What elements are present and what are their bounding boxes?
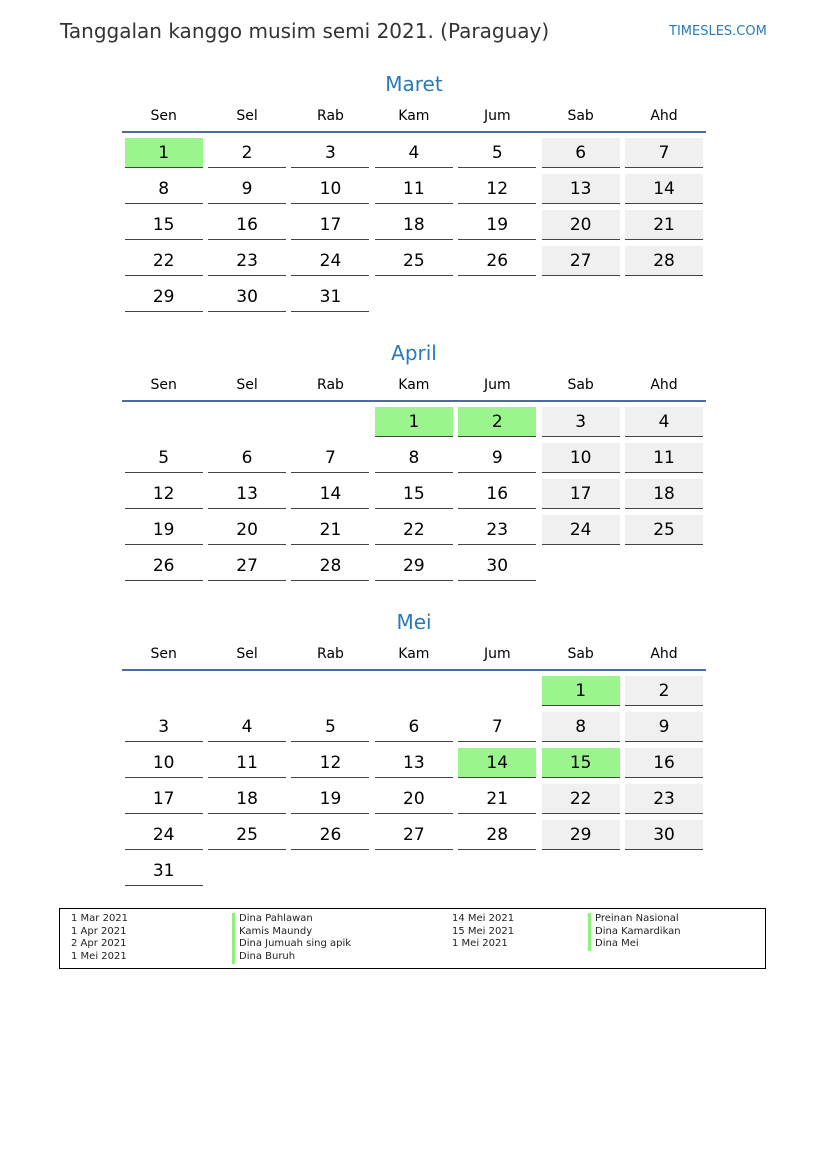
day-cell: 9 xyxy=(625,712,703,742)
day-cell: 3 xyxy=(542,407,620,437)
legend-right-names xyxy=(588,913,681,951)
holiday-legend xyxy=(59,908,766,969)
legend-right-dates xyxy=(452,913,514,951)
legend-holiday-name: Dina Buruh xyxy=(232,951,351,964)
empty-day-cell xyxy=(625,856,703,886)
day-cell: 25 xyxy=(375,246,453,276)
day-cell: 29 xyxy=(125,282,203,312)
empty-day-cell xyxy=(208,407,286,437)
month-title: April xyxy=(391,341,437,365)
day-cell: 2 xyxy=(208,138,286,168)
day-cell: 21 xyxy=(291,515,369,545)
month-maret xyxy=(122,70,706,318)
day-cell: 29 xyxy=(542,820,620,850)
week-row xyxy=(122,676,706,712)
day-cell: 12 xyxy=(291,748,369,778)
day-cell: 11 xyxy=(625,443,703,473)
empty-day-cell xyxy=(458,282,536,312)
month-april xyxy=(122,339,706,587)
weekday-label: Sen xyxy=(150,646,177,662)
day-cell: 24 xyxy=(291,246,369,276)
week-row xyxy=(122,210,706,246)
day-cell: 13 xyxy=(208,479,286,509)
day-cell: 10 xyxy=(291,174,369,204)
day-cell: 5 xyxy=(458,138,536,168)
day-cell: 22 xyxy=(375,515,453,545)
weekday-label: Sel xyxy=(236,646,258,662)
empty-day-cell xyxy=(375,282,453,312)
day-cell: 3 xyxy=(291,138,369,168)
weekday-label: Rab xyxy=(317,108,344,124)
legend-left-names xyxy=(232,913,351,964)
day-cell: 17 xyxy=(291,210,369,240)
day-cell: 30 xyxy=(208,282,286,312)
legend-holiday-name: Dina Mei xyxy=(588,938,681,951)
day-cell: 18 xyxy=(375,210,453,240)
empty-day-cell xyxy=(125,676,203,706)
day-cell: 24 xyxy=(125,820,203,850)
empty-day-cell xyxy=(375,676,453,706)
legend-holiday-name: Dina Jumuah sing apik xyxy=(232,938,351,951)
day-cell: 8 xyxy=(375,443,453,473)
header-divider xyxy=(122,669,706,671)
day-cell: 27 xyxy=(208,551,286,581)
day-cell: 22 xyxy=(542,784,620,814)
day-cell: 14 xyxy=(625,174,703,204)
day-cell: 7 xyxy=(291,443,369,473)
day-cell: 5 xyxy=(291,712,369,742)
day-cell: 4 xyxy=(208,712,286,742)
day-cell: 28 xyxy=(291,551,369,581)
day-cell: 20 xyxy=(375,784,453,814)
legend-date: 1 Mei 2021 xyxy=(452,938,508,950)
day-cell: 20 xyxy=(542,210,620,240)
week-row xyxy=(122,174,706,210)
day-cell: 30 xyxy=(458,551,536,581)
empty-day-cell xyxy=(625,551,703,581)
day-cell: 8 xyxy=(542,712,620,742)
day-cell: 2 xyxy=(458,407,536,437)
day-cell: 18 xyxy=(208,784,286,814)
day-cell: 15 xyxy=(542,748,620,778)
weekday-label: Sen xyxy=(150,377,177,393)
legend-left-dates xyxy=(71,913,128,964)
day-cell: 12 xyxy=(125,479,203,509)
day-cell: 31 xyxy=(291,282,369,312)
week-row xyxy=(122,407,706,443)
day-cell: 15 xyxy=(375,479,453,509)
day-cell: 1 xyxy=(125,138,203,168)
empty-day-cell xyxy=(542,551,620,581)
day-cell: 13 xyxy=(542,174,620,204)
day-cell: 6 xyxy=(375,712,453,742)
legend-date: 14 Mei 2021 xyxy=(452,913,515,924)
day-cell: 9 xyxy=(458,443,536,473)
day-cell: 12 xyxy=(458,174,536,204)
legend-date: 1 Mei 2021 xyxy=(71,951,127,963)
day-cell: 29 xyxy=(375,551,453,581)
day-cell: 18 xyxy=(625,479,703,509)
day-cell: 23 xyxy=(625,784,703,814)
day-cell: 17 xyxy=(542,479,620,509)
day-cell: 26 xyxy=(125,551,203,581)
header-divider xyxy=(122,131,706,133)
legend-date: 2 Apr 2021 xyxy=(71,938,127,950)
month-title: Mei xyxy=(396,610,432,634)
legend-holiday-name: Dina Pahlawan xyxy=(232,913,351,926)
weekday-label: Sel xyxy=(236,108,258,124)
week-row xyxy=(122,246,706,282)
header-divider xyxy=(122,400,706,402)
weekday-label: Ahd xyxy=(650,108,678,124)
day-cell: 21 xyxy=(458,784,536,814)
day-cell: 8 xyxy=(125,174,203,204)
legend-date: 15 Mei 2021 xyxy=(452,925,515,937)
weekday-label: Rab xyxy=(317,646,344,662)
day-cell: 13 xyxy=(375,748,453,778)
page-title: Tanggalan kanggo musim semi 2021. (Paraguay) xyxy=(60,19,550,43)
day-cell: 27 xyxy=(375,820,453,850)
weekday-label: Rab xyxy=(317,377,344,393)
week-row xyxy=(122,479,706,515)
weekday-label: Ahd xyxy=(650,377,678,393)
day-cell: 3 xyxy=(125,712,203,742)
weekday-label: Sen xyxy=(150,108,177,124)
weekday-label: Sab xyxy=(567,377,594,393)
weekday-label: Jum xyxy=(483,108,511,124)
week-row xyxy=(122,856,706,892)
weekday-label: Sab xyxy=(567,646,594,662)
day-cell: 23 xyxy=(208,246,286,276)
weekday-header xyxy=(122,373,706,397)
day-cell: 21 xyxy=(625,210,703,240)
empty-day-cell xyxy=(542,282,620,312)
day-cell: 11 xyxy=(375,174,453,204)
empty-day-cell xyxy=(208,676,286,706)
day-cell: 19 xyxy=(125,515,203,545)
day-cell: 28 xyxy=(625,246,703,276)
day-cell: 5 xyxy=(125,443,203,473)
day-cell: 7 xyxy=(458,712,536,742)
legend-holiday-name: Kamis Maundy xyxy=(232,926,351,939)
day-cell: 11 xyxy=(208,748,286,778)
day-cell: 16 xyxy=(458,479,536,509)
day-cell: 28 xyxy=(458,820,536,850)
day-cell: 9 xyxy=(208,174,286,204)
week-row xyxy=(122,748,706,784)
week-row xyxy=(122,551,706,587)
week-row xyxy=(122,784,706,820)
day-cell: 26 xyxy=(458,246,536,276)
day-cell: 1 xyxy=(375,407,453,437)
legend-holiday-name: Preinan Nasional xyxy=(588,913,681,926)
day-cell: 26 xyxy=(291,820,369,850)
day-cell: 10 xyxy=(542,443,620,473)
empty-day-cell xyxy=(208,856,286,886)
day-cell: 2 xyxy=(625,676,703,706)
weekday-label: Kam xyxy=(398,646,430,662)
empty-day-cell xyxy=(291,407,369,437)
site-link[interactable]: TIMESLES.COM xyxy=(669,24,767,39)
day-cell: 17 xyxy=(125,784,203,814)
weekday-label: Sel xyxy=(236,377,258,393)
empty-day-cell xyxy=(291,856,369,886)
day-cell: 4 xyxy=(625,407,703,437)
day-cell: 1 xyxy=(542,676,620,706)
day-cell: 23 xyxy=(458,515,536,545)
day-cell: 19 xyxy=(291,784,369,814)
day-cell: 16 xyxy=(208,210,286,240)
day-cell: 27 xyxy=(542,246,620,276)
day-cell: 6 xyxy=(208,443,286,473)
week-row xyxy=(122,443,706,479)
empty-day-cell xyxy=(458,676,536,706)
empty-day-cell xyxy=(625,282,703,312)
day-cell: 10 xyxy=(125,748,203,778)
day-cell: 25 xyxy=(208,820,286,850)
month-title: Maret xyxy=(385,72,443,96)
weekday-header xyxy=(122,104,706,128)
weekday-label: Jum xyxy=(483,377,511,393)
day-cell: 20 xyxy=(208,515,286,545)
weekday-header xyxy=(122,642,706,666)
weekday-label: Kam xyxy=(398,108,430,124)
day-cell: 7 xyxy=(625,138,703,168)
week-row xyxy=(122,138,706,174)
day-cell: 15 xyxy=(125,210,203,240)
empty-day-cell xyxy=(291,676,369,706)
day-cell: 24 xyxy=(542,515,620,545)
weekday-label: Sab xyxy=(567,108,594,124)
day-cell: 14 xyxy=(458,748,536,778)
week-row xyxy=(122,820,706,856)
legend-date: 1 Apr 2021 xyxy=(71,925,127,937)
day-cell: 16 xyxy=(625,748,703,778)
legend-holiday-name: Dina Kamardikan xyxy=(588,926,681,939)
day-cell: 22 xyxy=(125,246,203,276)
day-cell: 14 xyxy=(291,479,369,509)
day-cell: 6 xyxy=(542,138,620,168)
week-row xyxy=(122,282,706,318)
empty-day-cell xyxy=(542,856,620,886)
empty-day-cell xyxy=(375,856,453,886)
day-cell: 4 xyxy=(375,138,453,168)
day-cell: 30 xyxy=(625,820,703,850)
week-row xyxy=(122,712,706,748)
day-cell: 25 xyxy=(625,515,703,545)
day-cell: 31 xyxy=(125,856,203,886)
empty-day-cell xyxy=(125,407,203,437)
legend-date: 1 Mar 2021 xyxy=(71,913,129,924)
weekday-label: Kam xyxy=(398,377,430,393)
weekday-label: Ahd xyxy=(650,646,678,662)
empty-day-cell xyxy=(458,856,536,886)
month-mei xyxy=(122,608,706,892)
week-row xyxy=(122,515,706,551)
day-cell: 19 xyxy=(458,210,536,240)
weekday-label: Jum xyxy=(483,646,511,662)
